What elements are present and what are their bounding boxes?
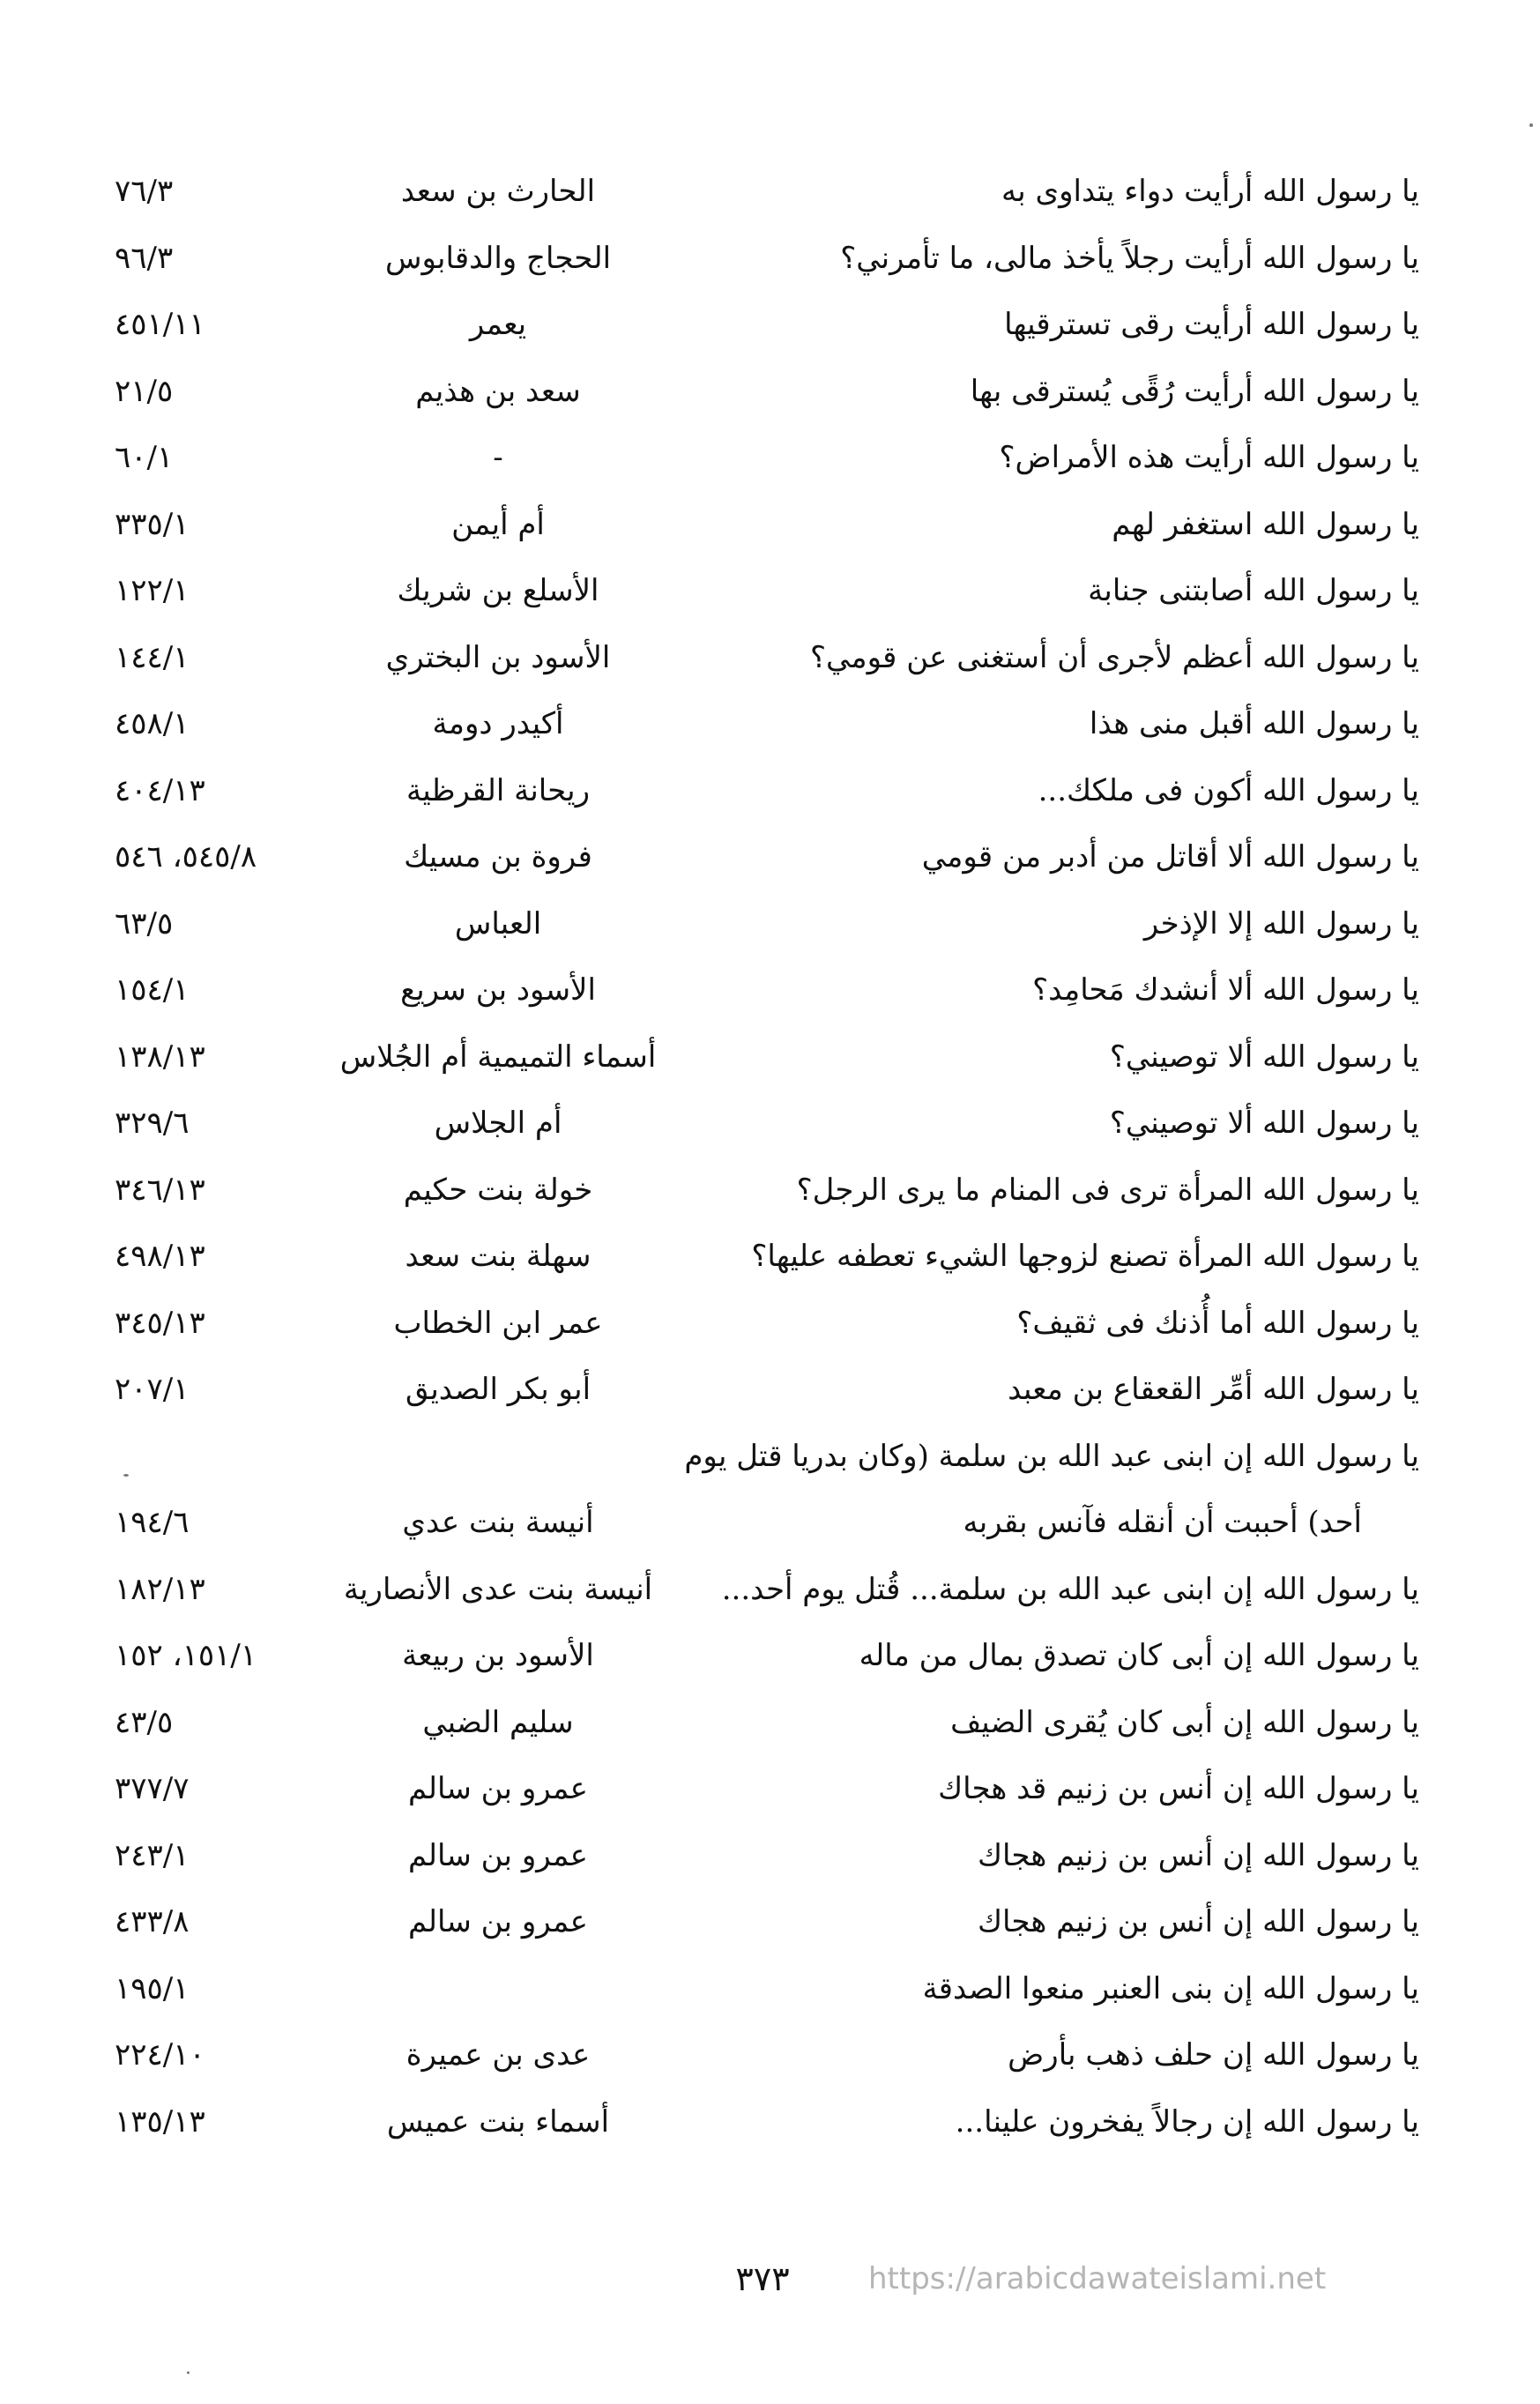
narrator-name: سليم الضبي [422,1704,574,1740]
index-row [115,1357,1419,1424]
hadith-phrase: يا رسول الله إن أبى كان يُقرى الضيف [950,1704,1419,1740]
index-row [115,159,1419,226]
index-row [132,1424,1419,1491]
index-row [115,2089,1419,2156]
index-row [115,359,1419,426]
hadith-phrase: يا رسول الله إن أنس بن زنيم هجاك [978,1837,1419,1873]
page-footer [0,2252,1540,2305]
narrator-name [309,1424,688,1491]
volume-page-reference: ٩٦/٣ [115,240,174,276]
hadith-phrase: يا رسول الله أرأيت رجلاً يأخذ مالى، ما تأمرني؟ [840,240,1419,276]
volume-page-reference: ١٢٢/١ [115,573,190,608]
volume-page-reference: ٣٤٥/١٣ [115,1305,205,1341]
volume-page-reference: ٤٣/٥ [115,1704,174,1740]
hadith-phrase: يا رسول الله أقبل منى هذا [1089,706,1419,741]
watermark-url: https://arabicdawateislami.net [868,2261,1327,2296]
volume-page-reference: ٦٠/١ [115,440,174,475]
volume-page-reference: ٤٩٨/١٣ [115,1239,205,1274]
volume-page-reference: ١٨٢/١٣ [115,1571,205,1607]
narrator-name: أنيسة بنت عدي [402,1505,594,1540]
volume-page-reference: ٧٦/٣ [115,174,174,209]
narrator-name: الأسود بن سريع [400,972,596,1008]
scan-speck [1529,123,1533,127]
index-row [115,425,1419,492]
volume-page-reference: ٤٠٤/١٣ [115,772,205,808]
narrator-name: أم الجلاس [434,1105,562,1141]
index-row [115,1756,1419,1823]
volume-page-reference: ٢٤٣/١ [115,1837,190,1873]
index-row [115,1690,1419,1757]
hadith-phrase: يا رسول الله أصابتنى جنابة [1088,573,1419,608]
scan-speck [187,2371,190,2374]
index-row [115,625,1419,692]
hadith-phrase: يا رسول الله إن رجالاً يفخرون علينا... [955,2103,1419,2140]
index-rows [115,159,1419,2155]
narrator-name: سعد بن هذيم [415,373,581,409]
volume-page-reference: ١٣٨/١٣ [115,1038,205,1075]
index-row [115,1956,1419,2023]
index-row [115,1623,1419,1690]
index-row [115,957,1419,1024]
hadith-phrase: يا رسول الله إن ابنى عبد الله بن سلمة (وكان بدريا قتل يوم [684,1438,1419,1474]
narrator-name: - [493,440,503,475]
narrator-name: أنيسة بنت عدى الأنصارية [343,1571,653,1607]
volume-page-reference: ١٥١/١، ١٥٢ [115,1638,257,1673]
page-number: ٣٧٣ [735,2259,790,2298]
volume-page-reference: ٢١/٥ [115,373,174,409]
hadith-phrase: أحد) أحببت أن أنقله فآنس بقربه [963,1505,1362,1540]
index-row [115,492,1419,559]
hadith-phrase: يا رسول الله إن ابنى عبد الله بن سلمة... قُتل يوم أحد... [721,1571,1419,1607]
volume-page-reference: ٣٤٦/١٣ [115,1172,205,1208]
hadith-phrase: يا رسول الله إن حلف ذهب بأرض [1008,2037,1419,2073]
hadith-phrase: يا رسول الله استغفر لهم [1112,506,1419,542]
volume-page-reference: ١٥٤/١ [115,972,190,1008]
narrator-name: الأسود بن البختري [385,639,611,675]
narrator-name: أم أيمن [451,506,545,542]
narrator-name: الحارث بن سعد [400,174,596,209]
narrator-name: ريحانة القرظية [405,772,590,808]
narrator-name: عمرو بن سالم [408,1837,588,1873]
narrator-name: الأسود بن ربيعة [402,1638,594,1673]
hadith-phrase: يا رسول الله أمِّر القعقاع بن معبد [1008,1372,1419,1407]
volume-page-reference: ٤٥١/١١ [115,307,205,342]
hadith-phrase: يا رسول الله ألا أنشدك مَحامِد؟ [1032,972,1419,1008]
hadith-phrase: يا رسول الله أرأيت رقى تسترقيها [1004,307,1419,342]
narrator-name: سهلة بنت سعد [405,1239,591,1274]
narrator-name: عمر ابن الخطاب [393,1305,603,1341]
volume-page-reference [115,1424,309,1491]
volume-page-reference: ٣٣٥/١ [115,506,190,542]
narrator-name: أسماء التميمية أم الجُلاس [339,1038,657,1075]
narrator-name: فروة بن مسيك [404,839,592,875]
hadith-phrase: يا رسول الله أكون فى ملكك... [1038,772,1419,808]
volume-page-reference: ٥٤٥/٨، ٥٤٦ [115,839,257,875]
narrator-name: عمرو بن سالم [408,1904,588,1939]
index-row [115,691,1419,758]
volume-page-reference: ٢٢٤/١٠ [115,2037,205,2073]
index-row [115,1157,1419,1224]
volume-page-reference: ١٤٤/١ [115,639,190,675]
narrator-name [309,1956,688,2023]
hadith-phrase: يا رسول الله إن أنس بن زنيم هجاك [978,1904,1419,1939]
volume-page-reference: ٤٣٣/٨ [115,1904,190,1939]
hadith-phrase: يا رسول الله إن أبى كان تصدق بمال من ماله [859,1638,1419,1673]
index-row [115,824,1419,891]
index-row [115,1224,1419,1291]
narrator-name: عدى بن عميرة [405,2037,591,2073]
hadith-phrase: يا رسول الله ألا توصيني؟ [1109,1105,1419,1141]
hadith-phrase: يا رسول الله أما أُذنك فى ثقيف؟ [1016,1305,1419,1341]
hadith-phrase: يا رسول الله أرأيت دواء يتداوى به [1001,174,1419,209]
volume-page-reference: ٣٢٩/٦ [115,1105,190,1141]
index-row [115,1490,1419,1557]
index-row [115,1291,1419,1358]
hadith-phrase: يا رسول الله ألا توصيني؟ [1109,1038,1419,1075]
index-row [115,292,1419,359]
index-row [115,1024,1419,1091]
hadith-phrase: يا رسول الله ألا أقاتل من أدبر من قومي [921,839,1419,875]
hadith-phrase: يا رسول الله إلا الإذخر [1143,905,1419,942]
index-row [115,1557,1419,1624]
volume-page-reference: ٤٥٨/١ [115,706,190,741]
volume-page-reference: ١٩٤/٦ [115,1505,190,1540]
hadith-phrase: يا رسول الله أعظم لأجرى أن أستغنى عن قومي؟ [810,639,1419,675]
index-row [115,758,1419,825]
index-row [115,1889,1419,1956]
volume-page-reference: ١٣٥/١٣ [115,2103,205,2140]
narrator-name: يعمر [469,307,527,342]
hadith-phrase: يا رسول الله المرأة تصنع لزوجها الشيء تعطفه عليها؟ [751,1239,1419,1274]
volume-page-reference: ٢٠٧/١ [115,1372,190,1407]
index-row [115,226,1419,293]
index-row [115,1090,1419,1157]
scan-speck [123,1474,129,1477]
narrator-name: عمرو بن سالم [408,1771,588,1806]
narrator-name: أبو بكر الصديق [405,1372,591,1407]
volume-page-reference: ٦٣/٥ [115,905,174,942]
volume-page-reference: ٣٧٧/٧ [115,1771,190,1806]
narrator-name: العباس [454,905,542,942]
hadith-phrase: يا رسول الله إن أنس بن زنيم قد هجاك [938,1771,1419,1806]
volume-page-reference: ١٩٥/١ [115,1970,190,2006]
narrator-name: خولة بنت حكيم [403,1172,593,1208]
index-row [115,1823,1419,1890]
hadith-phrase: يا رسول الله أرأيت هذه الأمراض؟ [999,440,1419,475]
narrator-name: الأسلع بن شريك [397,573,599,608]
hadith-phrase: يا رسول الله إن بنى العنبر منعوا الصدقة [922,1970,1419,2006]
hadith-phrase: يا رسول الله أرأيت رُقًى يُسترقى بها [970,373,1419,409]
index-row [115,891,1419,958]
narrator-name: الحجاج والدقابوس [384,240,612,276]
hadith-phrase: يا رسول الله المرأة ترى فى المنام ما يرى الرجل؟ [796,1172,1419,1208]
index-row [115,2022,1419,2089]
narrator-name: أسماء بنت عميس [386,2103,610,2140]
narrator-name: أكيدر دومة [432,706,564,741]
index-row [115,558,1419,625]
